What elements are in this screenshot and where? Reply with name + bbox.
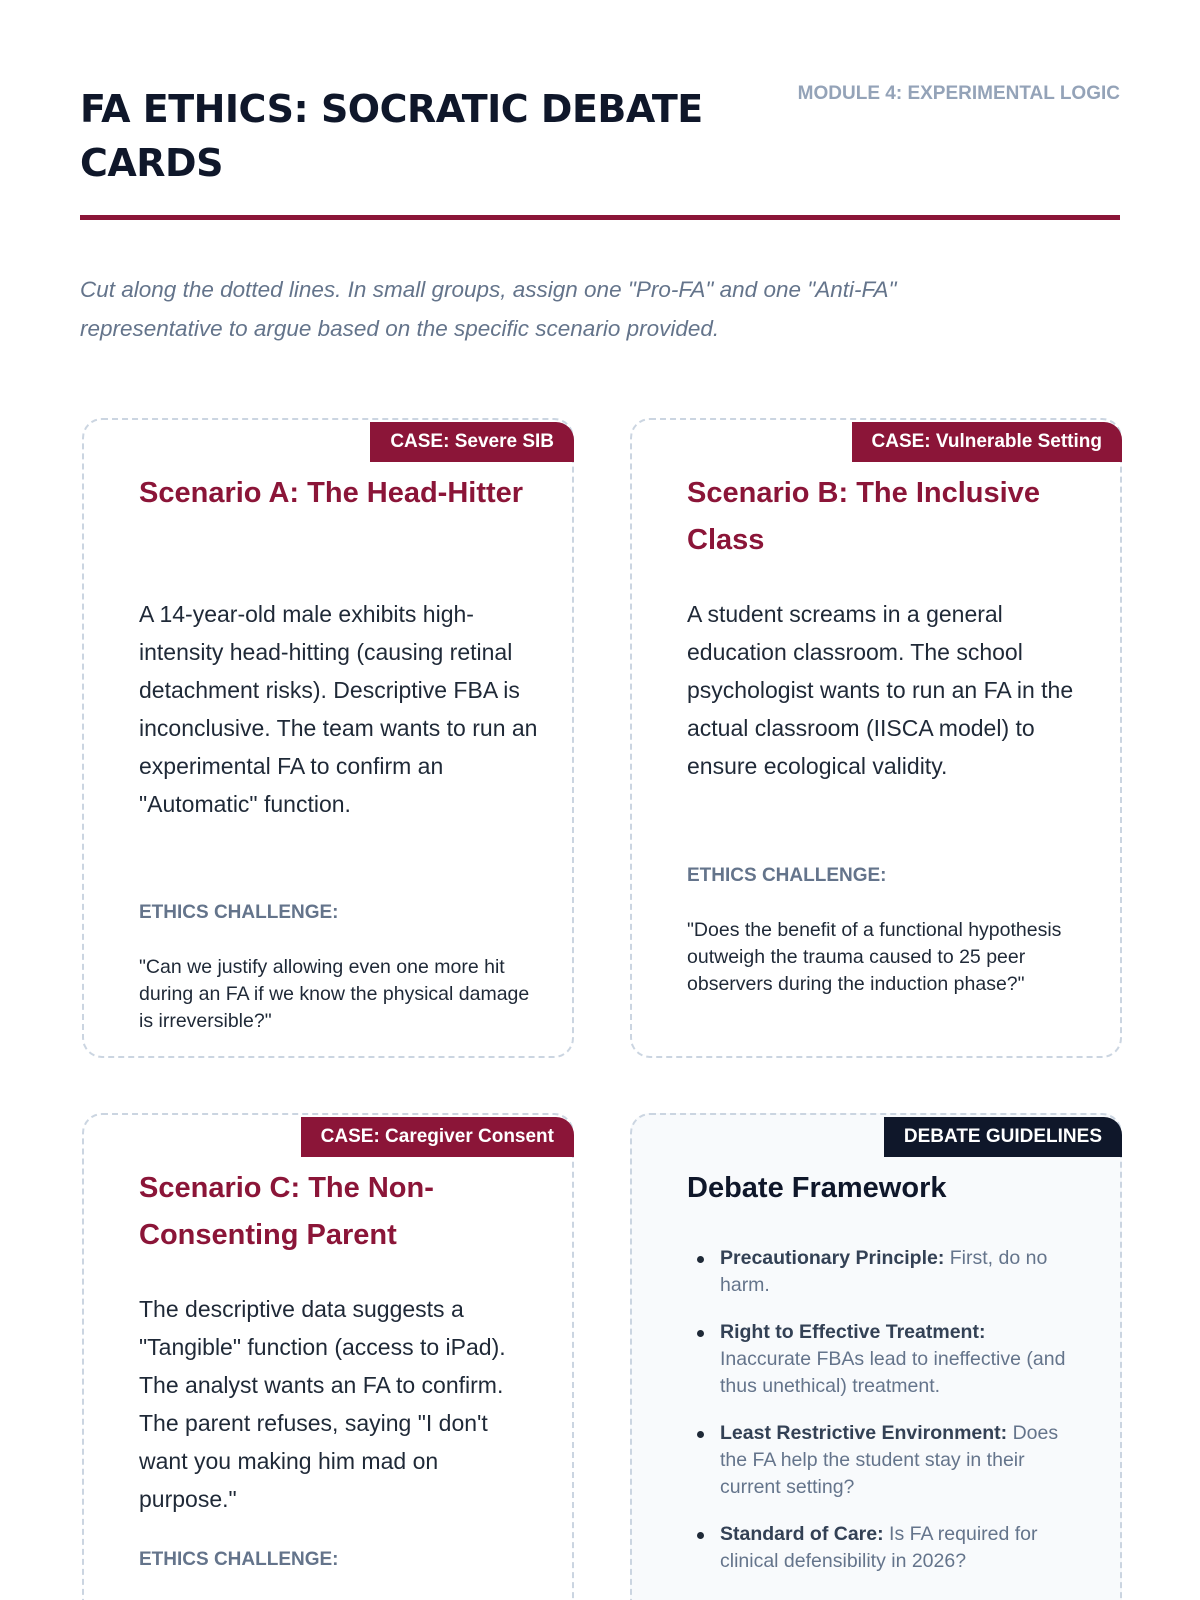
scenario-title: Scenario B: The Inclusive Class: [687, 477, 1040, 556]
scenario-description: A student screams in a general education classroom. The school psychologist wants to run an FA in the actual classroom (IISCA model) to ensure ecological validity.: [687, 601, 1074, 779]
guideline-item: [687, 1521, 1067, 1575]
scenario-title: Scenario C: The Non-Consenting Parent: [139, 1172, 434, 1251]
guideline-item: [687, 1245, 1067, 1299]
scenario-description: A 14-year-old male exhibits high-intensity head-hitting (causing retinal detachment risks). Descriptive FBA is inconclusive. The team wants to run an experimental FA to confirm an "Automatic" function.: [139, 601, 538, 817]
guideline-term: Right to Effective Treatment:: [720, 1321, 986, 1343]
guideline-text: Does the FA help the student stay in their current setting?: [720, 1422, 1059, 1498]
page-header: [80, 80, 1120, 220]
guideline-item: [687, 1420, 1067, 1501]
case-tag: CASE: Severe SIB: [370, 422, 574, 462]
scenario-card-b: [630, 418, 1122, 1058]
instructions-text: Cut along the dotted lines. In small groups, assign one "Pro-FA" and one "Anti-FA" representative to argue based on the specific scenario provided.: [80, 277, 897, 341]
guidelines-tag: DEBATE GUIDELINES: [884, 1117, 1122, 1157]
guidelines-list: [687, 1245, 1067, 1595]
scenario-description: The descriptive data suggests a "Tangible" function (access to iPad). The analyst wants an FA to confirm. The parent refuses, saying "I don't want you making him mad on purpose.": [139, 1296, 506, 1512]
case-tag: CASE: Vulnerable Setting: [852, 422, 1123, 462]
scenario-card-a: [82, 418, 574, 1058]
scenario-card-c: [82, 1113, 574, 1600]
guideline-text: Inaccurate FBAs lead to ineffective (and thus unethical) treatment.: [720, 1348, 1066, 1397]
page-title: FA ETHICS: SOCRATIC DEBATE CARDS: [80, 87, 703, 185]
guideline-term: Least Restrictive Environment:: [720, 1422, 1008, 1444]
ethics-challenge-label: ETHICS CHALLENGE:: [687, 865, 887, 886]
guideline-text: Is FA required for clinical defensibility in 2026?: [720, 1523, 1038, 1572]
case-tag: CASE: Caregiver Consent: [301, 1117, 574, 1157]
debate-guidelines-card: [630, 1113, 1122, 1600]
guideline-text: First, do no harm.: [720, 1247, 1048, 1296]
guidelines-title: Debate Framework: [687, 1172, 947, 1204]
scenario-title: Scenario A: The Head-Hitter: [139, 477, 524, 509]
guideline-term: Precautionary Principle:: [720, 1247, 945, 1269]
guideline-item: [687, 1319, 1067, 1400]
guideline-term: Standard of Care:: [720, 1523, 884, 1545]
ethics-challenge-question: "Can we justify allowing even one more hit during an FA if we know the physical damage is irreversible?": [139, 956, 530, 1032]
module-label: MODULE 4: EXPERIMENTAL LOGIC: [797, 83, 1120, 104]
ethics-challenge-question: "Does the benefit of a functional hypothesis outweigh the trauma caused to 25 peer observers during the induction phase?": [687, 919, 1062, 995]
ethics-challenge-label: ETHICS CHALLENGE:: [139, 1549, 339, 1570]
ethics-challenge-label: ETHICS CHALLENGE:: [139, 902, 339, 923]
